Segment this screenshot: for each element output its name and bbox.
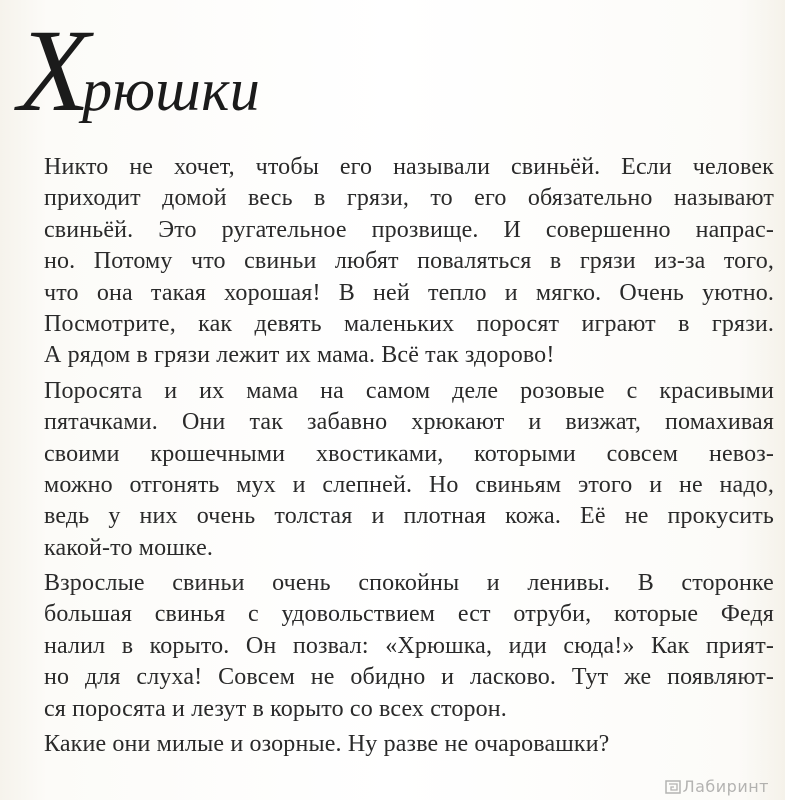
labyrinth-logo-icon: [665, 780, 681, 794]
text-line: ведь у них очень толстая и плотная кожа. Её не прокусить: [44, 503, 774, 530]
text-line: какой-то мошке.: [44, 534, 214, 561]
text-line: пятачками. Они так забавно хрюкают и визжат, помахивая: [44, 409, 774, 436]
text-line: приходит домой весь в грязи, то его обязательно называют: [44, 185, 774, 212]
paragraph-1: [44, 152, 774, 372]
text-line: что она такая хорошая! В ней тепло и мягко. Очень уютно.: [44, 279, 774, 306]
text-line: свиньёй. Это ругательное прозвище. И совершенно напрас-: [44, 216, 774, 243]
watermark: [665, 777, 769, 796]
text-line: А рядом в грязи лежит их мама. Всё так здорово!: [44, 342, 555, 369]
text-line: ся поросята и лезут в корыто со всех сторон.: [44, 695, 507, 722]
paragraph-4: [44, 729, 774, 760]
text-line: Поросята и их мама на самом деле розовые с красивыми: [44, 377, 774, 404]
title-rest: рюшки: [82, 57, 261, 123]
text-line: налил в корыто. Он позвал: «Хрюшка, иди сюда!» Как прият-: [44, 632, 774, 659]
text-line: Посмотрите, как девять маленьких поросят играют в грязи.: [44, 310, 774, 337]
text-line: но для слуха! Совсем не обидно и ласково. Тут же появляют-: [44, 664, 774, 691]
text-line: Какие они милые и озорные. Ну разве не очаровашки?: [44, 731, 610, 758]
paragraph-2: [44, 376, 774, 564]
page-title: [18, 5, 266, 136]
text-line: но. Потому что свиньи любят поваляться в грязи из-за того,: [44, 248, 774, 275]
text-line: большая свинья с удовольствием ест отруби, которые Федя: [44, 601, 774, 628]
text-line: своими крошечными хвостиками, которыми совсем невоз-: [44, 440, 774, 467]
text-line: можно отгонять мух и слепней. Но свиньям этого и не надо,: [44, 471, 774, 498]
text-line: Никто не хочет, чтобы его называли свиньёй. Если человек: [44, 154, 774, 180]
text-line: Взрослые свиньи очень спокойны и ленивы. В сторонке: [44, 570, 774, 597]
title-initial: Х: [18, 5, 89, 136]
article-body: [44, 152, 774, 764]
watermark-text: Лабиринт: [682, 777, 769, 796]
paragraph-3: [44, 568, 774, 725]
